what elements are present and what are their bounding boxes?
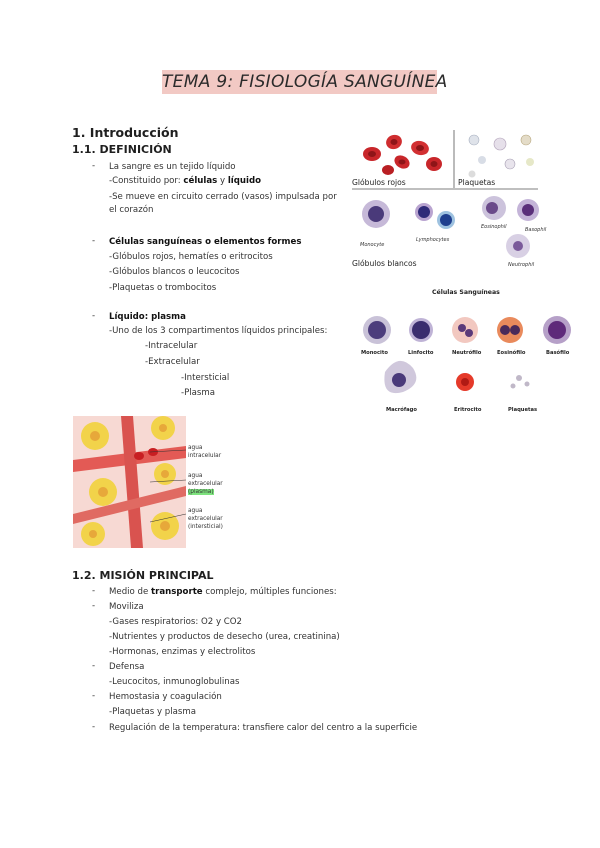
figure-title: Células Sanguíneas	[432, 289, 500, 296]
text-line: -Intracelular	[145, 341, 198, 351]
text-line: -Constituido por: células y líquido	[109, 176, 262, 186]
cell-label: Macrófago	[386, 407, 417, 413]
figure-label-plaquetas: Plaquetas	[458, 178, 496, 187]
page-title: TEMA 9: FISIOLOGÍA SANGUÍNEA	[162, 72, 448, 92]
text-line: -Hormonas, enzimas y electrolitos	[109, 647, 256, 657]
white-blood-cells-image	[362, 196, 539, 258]
platelets-image	[469, 135, 535, 178]
cell-label-eosinophil: Eosinophil	[481, 224, 507, 230]
cell-label-basophil: Basophil	[525, 227, 547, 233]
subsection-heading-mision: 1.2. MISIÓN PRINCIPAL	[72, 569, 214, 582]
subsection-heading-definicion: 1.1. DEFINICIÓN	[72, 143, 172, 156]
bullet-dash: -	[92, 722, 96, 732]
label-agua-extracelular-plasma: agua extracelular (plasma)	[188, 473, 223, 495]
figure-leader-lines	[150, 440, 190, 530]
text-line: -Nutrientes y productos de desecho (urea, creatinina)	[109, 632, 340, 642]
cell-label: Basófilo	[546, 350, 570, 356]
text-line: -Extracelular	[145, 357, 200, 367]
cell-label-neutrophil: Neutrophil	[508, 262, 535, 268]
text-line: Moviliza	[109, 602, 144, 612]
cell-label: Neutrófilo	[452, 350, 482, 356]
bullet-dash: -	[92, 161, 96, 171]
text-line: -Se mueve en circuito cerrado (vasos) impulsada por el corazón	[109, 192, 337, 215]
text-line: -Plaquetas y plasma	[109, 707, 197, 717]
label-agua-extracelular-intersticial: agua extracelular (intersticial)	[188, 508, 223, 530]
bullet-dash: -	[92, 661, 96, 671]
bullet-dash: -	[92, 311, 96, 321]
bullet-dash: -	[92, 236, 96, 246]
text-line: -Intersticial	[181, 373, 230, 383]
cell-label: Monocito	[361, 350, 388, 356]
text-line: Defensa	[109, 662, 145, 672]
cell-label: Plaquetas	[508, 407, 538, 413]
text-line: La sangre es un tejido líquido	[109, 162, 236, 172]
text-line: -Uno de los 3 compartimentos líquidos principales:	[109, 326, 328, 336]
bullet-dash: -	[92, 601, 96, 611]
text-line: -Gases respiratorios: O2 y CO2	[109, 617, 242, 627]
blood-cells-figure	[350, 128, 540, 276]
cell-label-monocyte: Monocyte	[360, 242, 385, 248]
text-line: -Plaquetas o trombocitos	[109, 283, 217, 293]
section-heading: 1. Introducción	[72, 125, 179, 140]
figure-label-globulos-rojos: Glóbulos rojos	[352, 178, 406, 187]
text-line: -Glóbulos blancos o leucocitos	[109, 267, 240, 277]
text-line: -Glóbulos rojos, hematíes o eritrocitos	[109, 252, 273, 262]
cell-label: Eritrocito	[454, 407, 482, 413]
cell-label: Eosinófilo	[497, 350, 526, 356]
bullet-dash: -	[92, 586, 96, 596]
text-line: -Plasma	[181, 388, 216, 398]
cell-label-lymphocytes: Lymphocytes	[416, 237, 450, 243]
blood-cell-types-figure	[355, 304, 580, 416]
bullet-heading: Líquido: plasma	[109, 312, 186, 322]
text-line: Medio de transporte complejo, múltiples funciones:	[109, 587, 337, 597]
bullet-heading: Células sanguíneas o elementos formes	[109, 237, 302, 247]
label-agua-intracelular: agua intracelular	[188, 445, 222, 459]
text-line: -Leucocitos, inmunoglobulinas	[109, 677, 240, 687]
cell-label: Linfocito	[408, 350, 434, 356]
text-line: Hemostasia y coagulación	[109, 692, 222, 702]
figure-label-globulos-blancos: Glóbulos blancos	[352, 259, 417, 268]
red-blood-cells-image	[363, 133, 442, 175]
bullet-dash: -	[92, 691, 96, 701]
text-line: Regulación de la temperatura: transfiere calor del centro a la superficie	[109, 723, 418, 733]
